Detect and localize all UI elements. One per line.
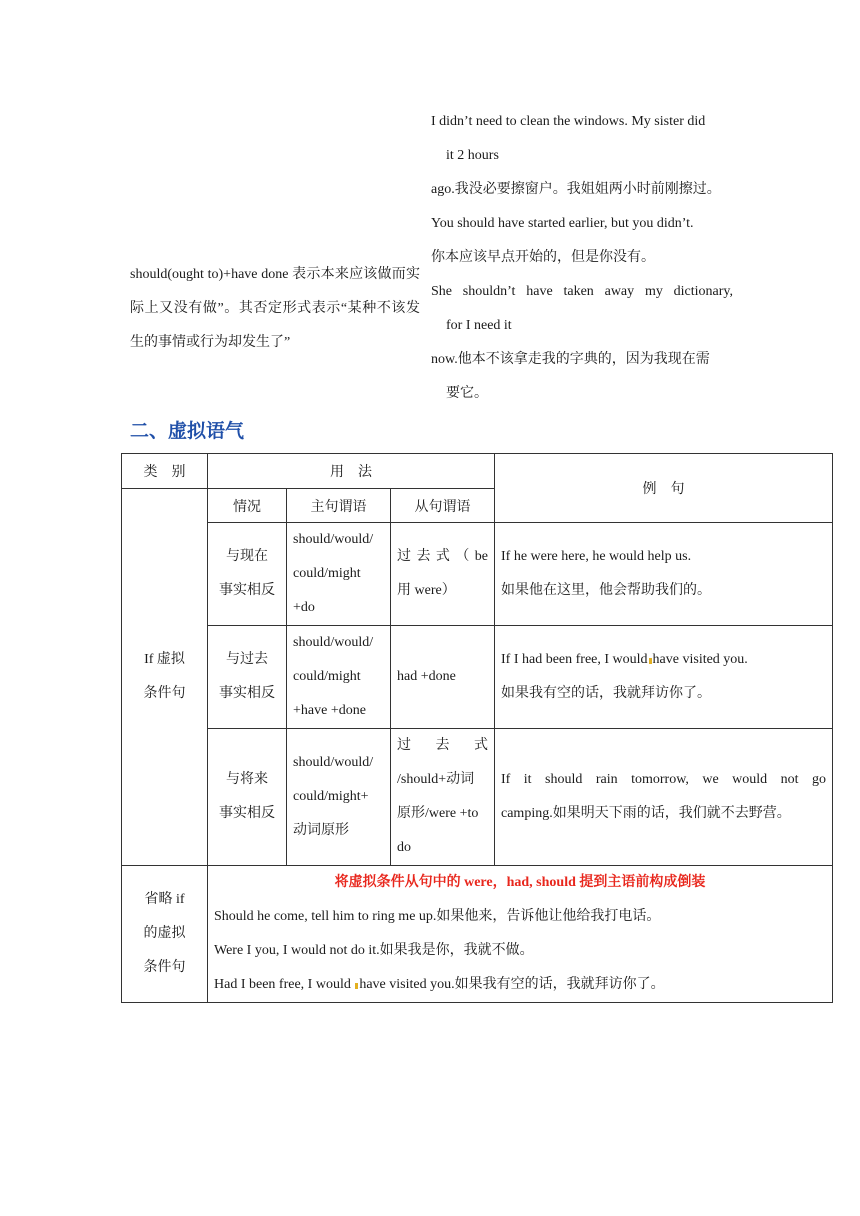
omit-example-2: Were I you, I would not do it.如果我是你，我就不做。 — [214, 943, 534, 958]
subheader-sub-clause: 从句谓语 — [391, 489, 495, 523]
example-1-line-b: it 2 hours — [446, 148, 499, 163]
table-row — [122, 729, 833, 866]
subheader-situation: 情况 — [208, 489, 287, 523]
example-3-line-c: now.他本不该拿走我的字典的，因为我现在需 — [431, 352, 710, 367]
table-row — [122, 626, 833, 729]
top-explanation: should(ought to)+have done 表示本来应该做而实际上又没有做”。其否定形式表示“某种不该发生的事情或行为却发生了” — [130, 267, 420, 350]
example-cell: If he were here, he would help us. 如果他在这里，他会帮助我们的。 — [495, 523, 833, 626]
example-2-zh: 你本应该早点开始的，但是你没有。 — [431, 250, 655, 265]
sub-clause-cell: 过 去 式 （ be 用 were） — [391, 523, 495, 626]
example-1-line-a: I didn’t need to clean the windows. My sister did — [431, 114, 706, 129]
omit-example-1: Should he come, tell him to ring me up.如果他来，告诉他让他给我打电话。 — [214, 909, 661, 924]
example-cell: If it should rain tomorrow, we would not go camping.如果明天下雨的话，我们就不去野营。 — [495, 729, 833, 866]
table-row — [122, 523, 833, 626]
example-2-en: You should have started earlier, but you didn’t. — [431, 216, 694, 231]
subjunctive-table — [121, 453, 833, 1003]
example-3-line-d: 要它。 — [446, 386, 488, 401]
section-title: 二、虚拟语气 — [130, 420, 245, 442]
omit-if-content — [208, 866, 833, 1003]
example-cell: If I had been free, I would have visited you. 如果我有空的话，我就拜访你了。 — [495, 626, 833, 729]
omit-example-3: Had I been free, I would have visited you.如果我有空的话，我就拜访你了。 — [214, 977, 665, 992]
situation-cell: 与过去 事实相反 — [208, 626, 287, 729]
main-clause-cell: should/would/ could/might+ 动词原形 — [287, 729, 391, 866]
header-usage: 用 法 — [208, 454, 495, 489]
if-group-label: If 虚拟 条件句 — [122, 489, 208, 866]
inversion-rule: 将虚拟条件从句中的 were，had, should 提到主语前构成倒装 — [334, 875, 706, 890]
edit-mark-icon — [355, 983, 358, 989]
subheader-main-clause: 主句谓语 — [287, 489, 391, 523]
sub-clause-cell: had +done — [391, 626, 495, 729]
edit-mark-icon — [649, 658, 652, 664]
omit-if-label: 省略 if 的虚拟 条件句 — [122, 866, 208, 1003]
situation-cell: 与将来 事实相反 — [208, 729, 287, 866]
header-category: 类 别 — [122, 454, 208, 489]
main-clause-cell: should/would/ could/might +have +done — [287, 626, 391, 729]
example-3-line-a: She shouldn’t have taken away my dictionary, — [431, 284, 733, 299]
top-examples — [431, 105, 733, 411]
main-clause-cell: should/would/ could/might +do — [287, 523, 391, 626]
situation-cell: 与现在 事实相反 — [208, 523, 287, 626]
example-1-line-c: ago.我没必要擦窗户。我姐姐两小时前刚擦过。 — [431, 182, 721, 197]
example-3-line-b: for I need it — [446, 318, 512, 333]
header-example: 例 句 — [495, 454, 833, 523]
omit-if-row — [122, 866, 833, 1003]
sub-clause-cell: 过 去 式 /should+动词 原形/were +to do — [391, 729, 495, 866]
